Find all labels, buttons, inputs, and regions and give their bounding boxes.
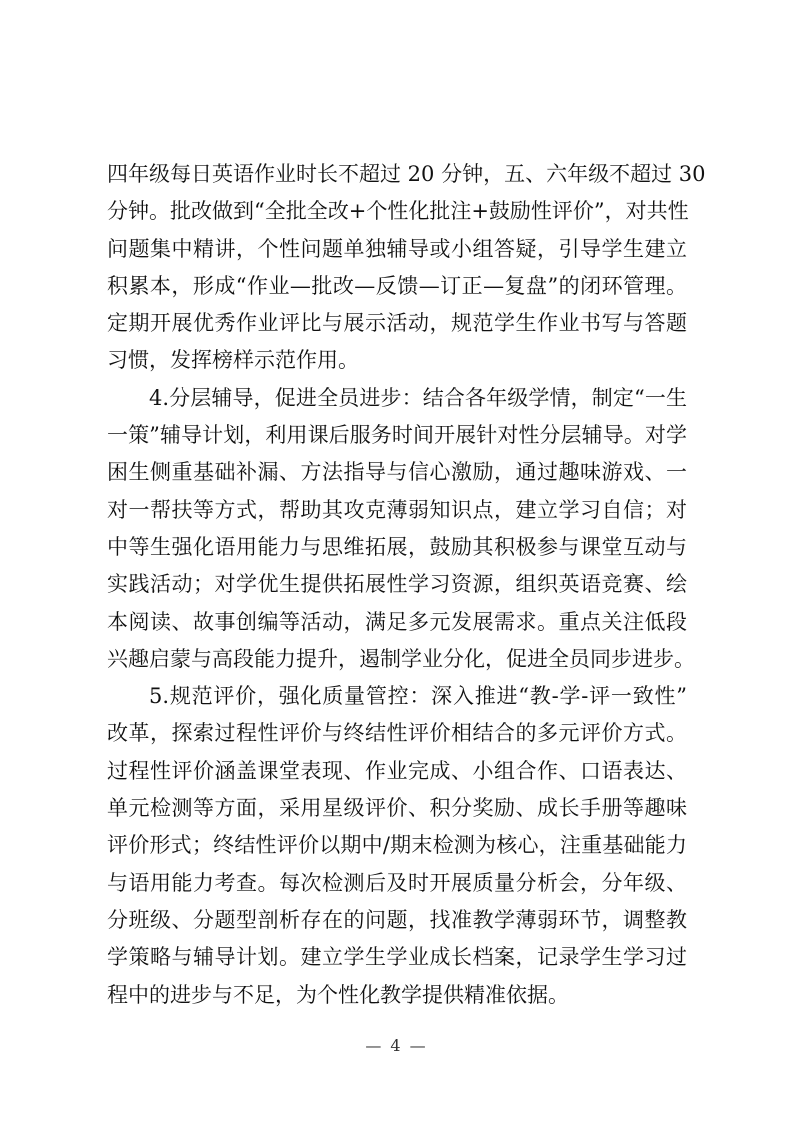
text-line: 4.分层辅导，促进全员进步：结合各年级学情，制定“一生: [149, 385, 687, 410]
text-line: 中等生强化语用能力与思维拓展，鼓励其积极参与课堂互动与: [107, 534, 687, 559]
text-line: 四年级每日英语作业时长不超过 20 分钟，五、六年级不超过 30: [107, 162, 706, 186]
paragraph: [107, 156, 706, 380]
text-line: 分钟。批改做到“全批全改+个性化批注+鼓励性评价”，对共性: [107, 199, 689, 224]
text-line: 过程性评价涵盖课堂表现、作业完成、小组合作、口语表达、: [107, 758, 687, 783]
document-body: [107, 156, 706, 1014]
text-line: 困生侧重基础补漏、方法指导与信心激励，通过趣味游戏、一: [107, 460, 687, 485]
text-line: 程中的进步与不足，为个性化教学提供精准依据。: [107, 982, 569, 1007]
paragraph: [107, 678, 687, 1014]
text-line: 定期开展优秀作业评比与展示活动，规范学生作业书写与答题: [107, 311, 687, 336]
text-line: 对一帮扶等方式，帮助其攻克薄弱知识点，建立学习自信；对: [107, 497, 687, 522]
page-number: — 4 —: [365, 1036, 428, 1055]
text-line: 学策略与辅导计划。建立学生学业成长档案，记录学生学习过: [107, 945, 687, 970]
text-line: 本阅读、故事创编等活动，满足多元发展需求。重点关注低段: [107, 609, 687, 634]
text-line: 单元检测等方面，采用星级评价、积分奖励、成长手册等趣味: [107, 796, 687, 821]
paragraph: [107, 380, 695, 678]
text-line: 积累本，形成“作业—批改—反馈—订正—复盘”的闭环管理。: [107, 273, 687, 298]
text-line: 一策”辅导计划，利用课后服务时间开展针对性分层辅导。对学: [107, 423, 687, 448]
text-line: 5.规范评价，强化质量管控：深入推进“教-学-评一致性”: [149, 684, 687, 709]
text-line: 兴趣启蒙与高段能力提升，遏制学业分化，促进全员同步进步。: [107, 646, 695, 671]
text-line: 评价形式；终结性评价以期中/期末检测为核心，注重基础能力: [107, 833, 687, 858]
text-line: 改革，探索过程性评价与终结性评价相结合的多元评价方式。: [107, 721, 687, 746]
text-line: 与语用能力考查。每次检测后及时开展质量分析会，分年级、: [107, 870, 687, 895]
text-line: 实践活动；对学优生提供拓展性学习资源，组织英语竞赛、绘: [107, 572, 687, 597]
text-line: 分班级、分题型剖析存在的问题，找准教学薄弱环节，调整教: [107, 907, 687, 932]
text-line: 问题集中精讲，个性问题单独辅导或小组答疑，引导学生建立: [107, 236, 687, 261]
text-line: 习惯，发挥榜样示范作用。: [107, 348, 359, 373]
